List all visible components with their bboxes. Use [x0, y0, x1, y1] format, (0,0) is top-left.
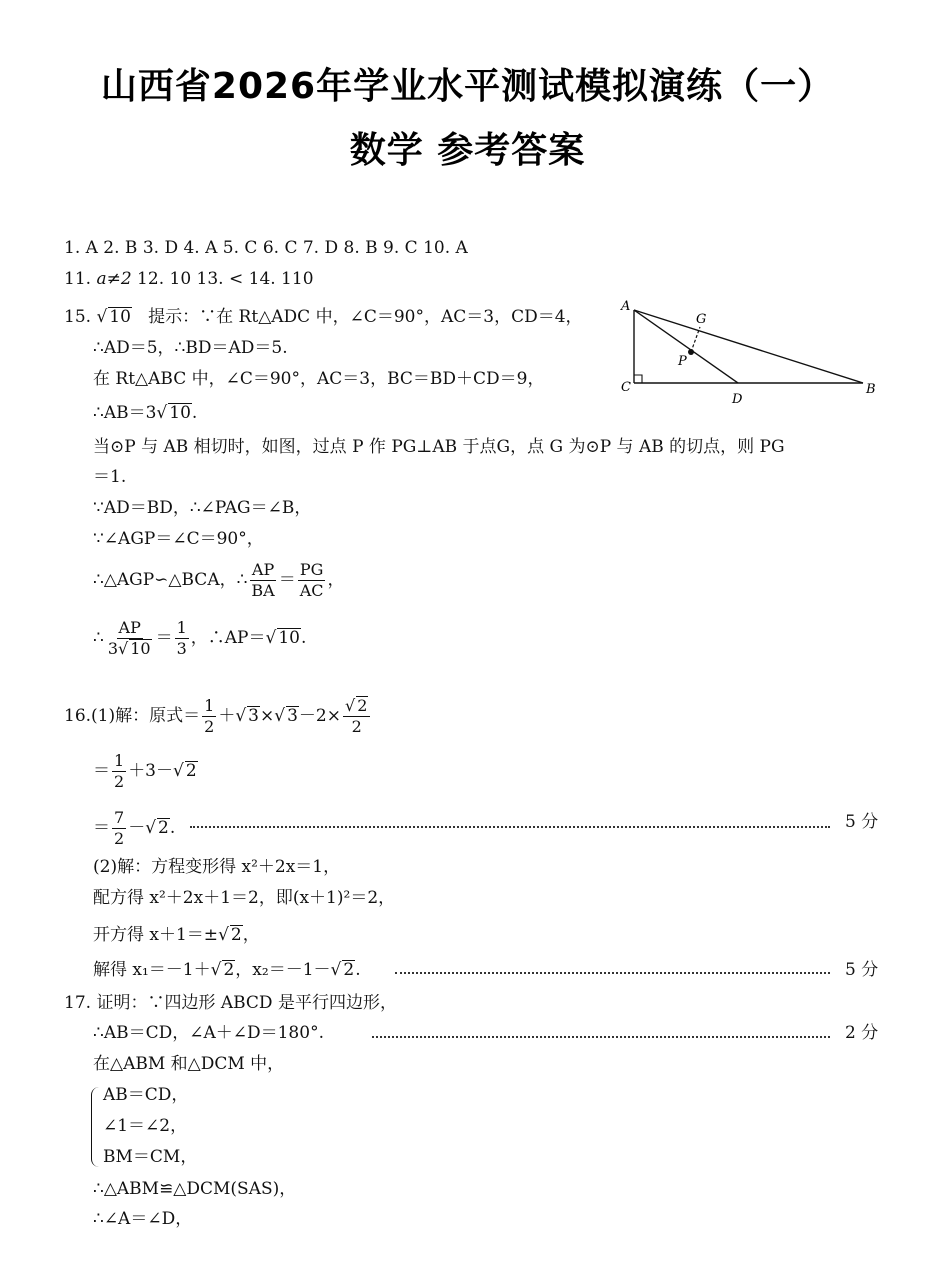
frac-seven-half [112, 808, 126, 849]
q15-ab-text: ∴AB＝3 [93, 403, 157, 423]
frac-num: √ 2 [343, 696, 370, 717]
q15-line-9 [93, 560, 345, 601]
frac-num: AP [251, 560, 275, 579]
q17-condition-1: AB＝CD， [103, 1085, 189, 1105]
q16-part2-line-2: 配方得 x²＋2x＋1＝2，即(x＋1)²＝2， [93, 888, 396, 908]
root: 2 [158, 818, 169, 838]
q15-fraction-ap-ba [249, 560, 276, 601]
label-a: A [621, 299, 631, 314]
q15-line-3: 在 Rt△ABC 中，∠C＝90°，AC＝3，BC＝BD＋CD＝9， [93, 369, 545, 389]
q15-geometry-figure [618, 295, 888, 410]
system-brace [91, 1087, 100, 1167]
answer-11-label: 11. [64, 269, 97, 289]
solution-x1: 解得 x₁＝－1＋ [93, 960, 211, 980]
comma: ， [242, 925, 260, 945]
ap-text: ，∴AP＝ [190, 628, 266, 648]
frac-num: 1 [204, 696, 215, 715]
q16-line-3: ＝ $\frac{7}{2}$ －√ 2. [93, 808, 176, 848]
root: 10 [130, 639, 151, 658]
q15-hint: 提示：∵在 Rt△ADC 中，∠C＝90°，AC＝3，CD＝4， [148, 307, 583, 327]
root: 2 [343, 960, 355, 980]
period: . [300, 628, 307, 648]
frac-num: 1 [176, 618, 187, 637]
q16-score-2: 5 分 [845, 960, 879, 980]
equals: ＝ [278, 570, 296, 590]
segment-ab [634, 310, 863, 383]
q15-line-1: 15. √ 10 提示：∵在 Rt△ADC 中，∠C＝90°，AC＝3，CD＝4， [64, 307, 583, 327]
equals: ＝ [93, 761, 110, 781]
minus: － [128, 818, 146, 838]
frac-num: 1 [114, 751, 125, 770]
answers-row-2 [64, 267, 314, 291]
q17-line-3: 在△ABM 和△DCM 中， [93, 1054, 285, 1074]
q15-fraction-pg-ac [298, 560, 326, 601]
q16-part1-intro: (1)解：原式＝ [91, 706, 201, 726]
q15-line-5: 当⊙P 与 AB 相切时，如图，过点 P 作 PG⊥AB 于点G，点 G 为⊙P 与 AB 的切点，则 PG [93, 437, 785, 457]
frac-root2-over-2 [343, 696, 370, 737]
q15-line-6: ＝1. [93, 467, 127, 487]
plus-three-minus: ＋3－ [128, 761, 174, 781]
open-root-text: 开方得 x＋1＝± [93, 925, 219, 945]
q17-line-2: ∴AB＝CD，∠A＋∠D＝180°. [93, 1023, 324, 1043]
q15-line-7: ∵AD＝BD，∴∠PAG＝∠B， [93, 498, 312, 518]
frac-den: 2 [114, 829, 125, 848]
equals: ＝ [93, 818, 110, 838]
frac-num: 7 [114, 808, 125, 827]
right-angle-mark [634, 375, 642, 383]
label-b: B [866, 382, 876, 397]
frac-den: 2 [351, 717, 362, 736]
root: 2 [230, 925, 242, 945]
dot-leader [372, 1036, 830, 1038]
solution-x2: ，x₂＝－1－ [235, 960, 331, 980]
coef: 3 [107, 639, 119, 658]
root: 2 [223, 960, 235, 980]
q16-line-1: 16.(1)解：原式＝ $\frac{1}{2}$ ＋√ 3×√ 3－2× $\frac{√ 2}{2}$ [64, 696, 372, 737]
q17-condition-2: ∠1＝∠2， [103, 1116, 188, 1136]
answers-12-14: 12. 10 13. < 14. 110 [131, 269, 314, 289]
q16-part2-line-3: 开方得 x＋1＝±√ 2， [93, 925, 260, 945]
q17-line-1: 17. 证明：∵四边形 ABCD 是平行四边形， [64, 993, 397, 1013]
therefore: ∴ [93, 628, 104, 648]
period: . [355, 960, 361, 980]
frac-half [112, 751, 126, 792]
dot-leader [190, 826, 830, 828]
q16-part2-line-4: 解得 x₁＝－1＋√ 2，x₂＝－1－√ 2. [93, 960, 361, 980]
root: 10 [278, 628, 300, 648]
answer-11-value: a≠2 [96, 269, 132, 289]
q17-condition-3: BM＝CM， [103, 1147, 198, 1167]
q15-line-4: ∴AB＝3√ 10. [93, 403, 198, 423]
comma: ， [327, 570, 345, 590]
q16-part2-line-1: (2)解：方程变形得 x²＋2x＝1， [93, 857, 341, 877]
q17-line-4: ∴△ABM≌△DCM(SAS)， [93, 1179, 297, 1199]
frac-half [202, 696, 216, 737]
q15-line-8: ∵∠AGP＝∠C＝90°， [93, 529, 264, 549]
q15-ab-end: . [191, 403, 198, 423]
frac-num: AP [118, 618, 141, 637]
q15-fraction-ap-3root10 [106, 618, 154, 659]
root: 2 [357, 696, 368, 715]
plus: ＋ [218, 706, 236, 726]
page-title: 山西省2026年学业水平测试模拟演练（一） [100, 66, 835, 107]
label-p: P [678, 354, 687, 369]
q15-fraction-one-third [175, 618, 189, 659]
answers-row-1: 1. A 2. B 3. D 4. A 5. C 6. C 7. D 8. B 9. C 10. A [64, 238, 468, 258]
frac-num: PG [299, 560, 324, 579]
label-c: C [621, 380, 631, 395]
frac-den: 2 [204, 717, 215, 736]
q15-label: 15. [64, 307, 92, 327]
minus-two-times: －2× [298, 706, 341, 726]
root: 3 [248, 706, 259, 726]
frac-den: 3√ 10 [107, 639, 151, 658]
root: 2 [185, 761, 197, 781]
q17-line-5: ∴∠A＝∠D， [93, 1209, 193, 1229]
page-subtitle: 数学 参考答案 [349, 130, 586, 171]
frac-den: AC [299, 581, 324, 600]
period: . [169, 818, 176, 838]
segment-pg [691, 327, 700, 352]
q16-score-1: 5 分 [845, 812, 879, 832]
q15-line-10: ∴ $\frac{AP}{3√ 10}$ ＝ $\frac{1}{3}$ ，∴AP＝√ 10. [93, 618, 307, 658]
dot-leader [395, 972, 830, 974]
frac-den: 2 [114, 772, 125, 791]
point-p [688, 349, 694, 355]
root: 3 [287, 706, 298, 726]
label-g: G [696, 312, 707, 327]
label-d: D [732, 392, 743, 407]
q16-line-2: ＝ $\frac{1}{2}$ ＋3－√ 2 [93, 751, 197, 791]
q15-similar-text: ∴△AGP∽△BCA，∴ [93, 570, 248, 590]
q15-ab-root: 10 [169, 403, 191, 423]
q15-answer-root: 10 [109, 307, 131, 327]
frac-den: BA [251, 581, 275, 600]
q17-score: 2 分 [845, 1023, 879, 1043]
equals: ＝ [155, 628, 173, 648]
q16-label: 16. [64, 706, 92, 726]
times: × [260, 706, 275, 726]
segment-ad [634, 310, 738, 383]
q15-line-2: ∴AD＝5，∴BD＝AD＝5. [93, 338, 288, 358]
frac-den: 3 [176, 639, 187, 658]
